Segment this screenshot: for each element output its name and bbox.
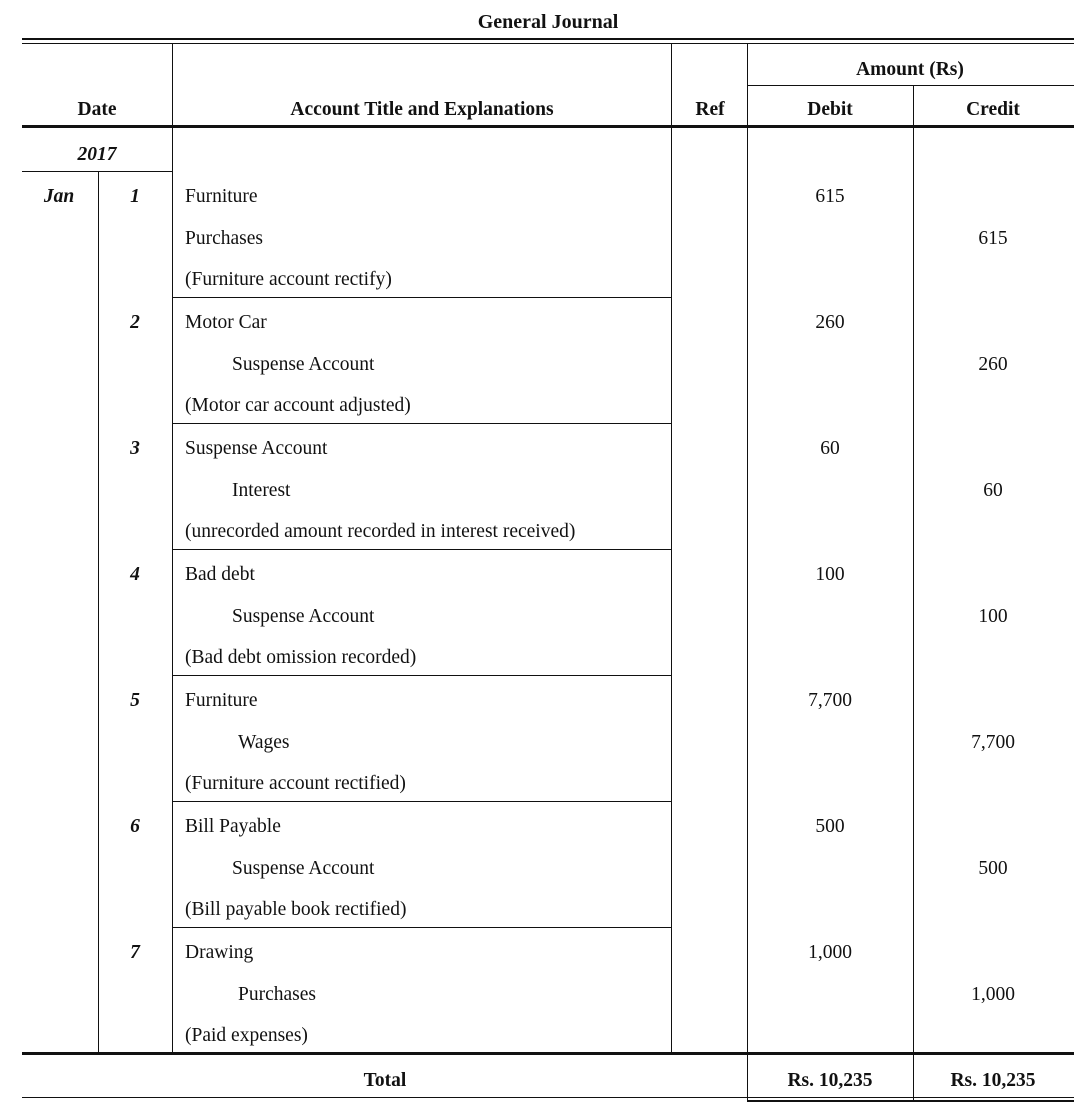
- debit-account: Bill Payable: [185, 816, 281, 837]
- debit-amount: 100: [815, 564, 845, 585]
- header-amount: Amount (Rs): [856, 59, 964, 80]
- entry-separator: [172, 297, 671, 298]
- total-label: Total: [363, 1070, 407, 1091]
- debit-account: Bad debt: [185, 564, 255, 585]
- debit-account: Suspense Account: [185, 438, 328, 459]
- credit-amount: 1,000: [971, 983, 1015, 1005]
- entry-separator: [172, 423, 671, 424]
- col-divider-credit: [913, 85, 914, 1101]
- debit-account: Motor Car: [185, 312, 267, 333]
- narration: (Furniture account rectify): [185, 269, 392, 290]
- col-divider-ref: [671, 43, 672, 1053]
- top-rule-inner: [22, 43, 1074, 44]
- header-date: Date: [77, 99, 117, 120]
- narration: (Bad debt omission recorded): [185, 647, 417, 668]
- narration: (unrecorded amount recorded in interest received): [185, 521, 576, 542]
- header-account: Account Title and Explanations: [290, 99, 554, 120]
- entry-day: 1: [130, 186, 140, 207]
- credit-account: Suspense Account: [232, 605, 375, 627]
- year-underline: [22, 171, 172, 172]
- entry-day: 4: [130, 564, 140, 585]
- narration: (Bill payable book rectified): [185, 899, 407, 920]
- credit-account: Suspense Account: [232, 353, 375, 375]
- year-label: 2017: [77, 144, 117, 165]
- header-rule: [22, 125, 1074, 128]
- credit-account: Suspense Account: [232, 857, 375, 879]
- debit-account: Drawing: [185, 942, 254, 963]
- debit-amount: 1,000: [808, 942, 852, 963]
- entry-day: 6: [130, 816, 140, 837]
- debit-amount: 500: [815, 816, 845, 837]
- credit-amount: 260: [978, 353, 1008, 375]
- total-double-rule: [747, 1100, 1074, 1102]
- credit-account: Interest: [232, 479, 291, 501]
- entry-day: 2: [130, 312, 140, 333]
- credit-amount: 500: [978, 857, 1008, 879]
- total-credit: Rs. 10,235: [950, 1070, 1036, 1091]
- debit-amount: 60: [820, 438, 840, 459]
- col-divider-account: [172, 43, 173, 1053]
- entry-separator: [172, 549, 671, 550]
- debit-account: Furniture: [185, 186, 258, 207]
- col-divider-debit: [747, 43, 748, 1101]
- narration: (Paid expenses): [185, 1025, 308, 1046]
- entry-day: 3: [130, 438, 140, 459]
- entry-separator: [172, 801, 671, 802]
- entry-day: 7: [130, 942, 140, 963]
- col-divider-day: [98, 172, 99, 1053]
- entry-separator: [172, 927, 671, 928]
- total-rule: [22, 1097, 1074, 1098]
- entry-day: 5: [130, 690, 140, 711]
- debit-account: Furniture: [185, 690, 258, 711]
- amount-underline: [747, 85, 1074, 86]
- page-title: General Journal: [477, 11, 619, 33]
- credit-amount: 60: [983, 479, 1003, 501]
- bottom-rule: [22, 1052, 1074, 1055]
- top-rule: [22, 38, 1074, 40]
- debit-amount: 260: [815, 312, 845, 333]
- header-debit: Debit: [807, 99, 853, 120]
- header-ref: Ref: [695, 99, 725, 120]
- narration: (Motor car account adjusted): [185, 395, 411, 416]
- debit-amount: 615: [815, 186, 845, 207]
- credit-account: Purchases: [185, 227, 263, 249]
- credit-account: Wages: [238, 731, 290, 753]
- narration: (Furniture account rectified): [185, 773, 406, 794]
- credit-amount: 100: [978, 605, 1008, 627]
- header-credit: Credit: [966, 99, 1020, 120]
- month-label: Jan: [43, 186, 75, 207]
- credit-amount: 7,700: [971, 731, 1015, 753]
- total-debit: Rs. 10,235: [787, 1070, 873, 1091]
- credit-account: Purchases: [238, 983, 316, 1005]
- credit-amount: 615: [978, 227, 1008, 249]
- debit-amount: 7,700: [808, 690, 852, 711]
- entry-separator: [172, 675, 671, 676]
